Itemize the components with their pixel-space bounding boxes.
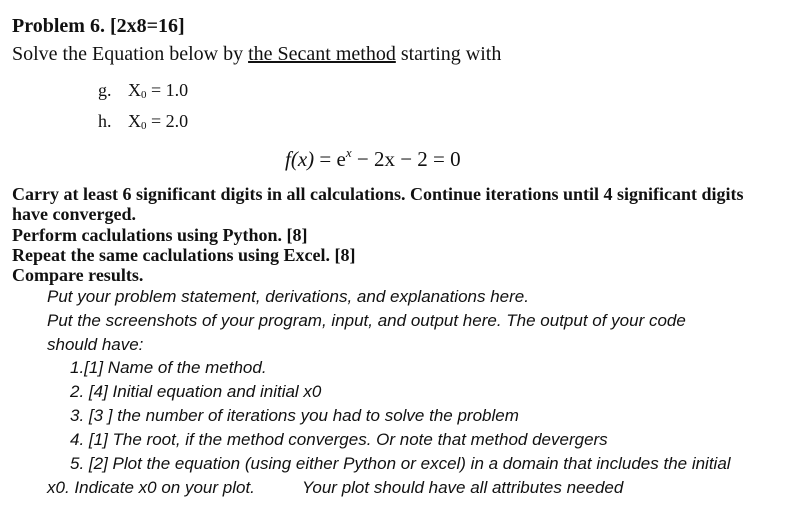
instruction-excel: Repeat the same caclulations using Excel. [8]	[12, 245, 356, 265]
case-label: h.	[98, 111, 112, 131]
instruction-significant-digits-cont: have converged.	[12, 204, 136, 224]
requirement-item-cont: x0. Indicate x0 on your plot.	[47, 478, 255, 497]
case-variable: X	[128, 111, 141, 131]
requirement-item: 2. [4] Initial equation and initial x0	[70, 382, 322, 401]
note-problem-statement: Put your problem statement, derivations, and explanations here.	[47, 287, 529, 306]
equation	[285, 145, 461, 172]
case-subscript: 0	[141, 89, 147, 101]
instruction-python: Perform caclulations using Python. [8]	[12, 225, 308, 245]
requirement-item: 4. [1] The root, if the method converges. Or note that method devergers	[70, 430, 608, 449]
problem-intro	[12, 43, 501, 66]
requirement-item: 1.[1] Name of the method.	[70, 358, 267, 377]
requirement-item: 3. [3 ] the number of iterations you had to solve the problem	[70, 406, 519, 425]
note-screenshots-cont: should have:	[47, 335, 144, 354]
instruction-compare: Compare results.	[12, 265, 144, 285]
initial-value-h	[98, 111, 188, 132]
intro-text-before: Solve the Equation below by	[12, 43, 249, 65]
equation-eq: = e	[314, 147, 346, 171]
requirement-item: 5. [2] Plot the equation (using either Python or excel) in a domain that includes the initial	[70, 454, 731, 473]
case-variable: X	[128, 80, 141, 100]
equation-lhs: f(x)	[285, 147, 315, 171]
instruction-significant-digits: Carry at least 6 significant digits in all calculations. Continue iterations until 4 significant digits	[12, 184, 744, 204]
equation-rest: − 2x − 2 = 0	[351, 147, 461, 171]
problem-title: Problem 6. [2x8=16]	[12, 15, 185, 37]
initial-value-g	[98, 80, 188, 101]
equation-exponent: x	[345, 145, 352, 160]
case-label: g.	[98, 80, 112, 100]
case-subscript: 0	[141, 120, 147, 132]
note-screenshots: Put the screenshots of your program, input, and output here. The output of your code	[47, 311, 686, 330]
intro-text-after: starting with	[395, 43, 502, 65]
case-value: = 2.0	[146, 111, 189, 131]
case-value: = 1.0	[146, 80, 189, 100]
intro-method-name: the Secant method	[248, 43, 396, 65]
requirement-item-cont: Your plot should have all attributes needed	[302, 478, 624, 497]
